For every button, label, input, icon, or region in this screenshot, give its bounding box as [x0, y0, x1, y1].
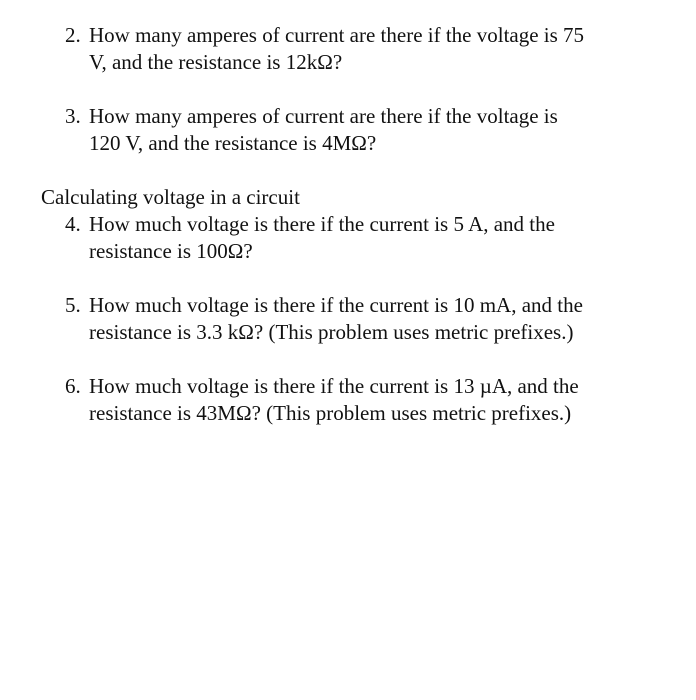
question-number: 6.: [65, 374, 81, 398]
question-6: [65, 373, 665, 427]
section-heading: Calculating voltage in a circuit: [41, 185, 300, 209]
question-text-line: V, and the resistance is 12kΩ?: [89, 50, 343, 74]
question-4: [65, 211, 665, 265]
question-text-line: 120 V, and the resistance is 4MΩ?: [89, 131, 377, 155]
question-text-line: resistance is 100Ω?: [89, 239, 253, 263]
question-text-line: How much voltage is there if the current is 13 µA, and the: [89, 374, 579, 398]
question-3: [65, 103, 665, 157]
question-text-line: resistance is 43MΩ? (This problem uses metric prefixes.): [89, 401, 572, 425]
question-text-line: How many amperes of current are there if the voltage is: [89, 104, 558, 128]
question-number: 3.: [65, 104, 81, 128]
question-text: [65, 103, 665, 157]
question-text-line: resistance is 3.3 kΩ? (This problem uses metric prefixes.): [89, 320, 574, 344]
question-number: 5.: [65, 293, 81, 317]
question-text: [65, 211, 665, 265]
question-2: [65, 22, 665, 76]
question-text: [65, 22, 665, 76]
question-text-line: How much voltage is there if the current is 5 A, and the: [89, 212, 555, 236]
question-text: [65, 373, 665, 427]
question-text-line: How much voltage is there if the current is 10 mA, and the: [89, 293, 583, 317]
question-text-line: How many amperes of current are there if the voltage is 75: [89, 23, 585, 47]
question-number: 2.: [65, 23, 81, 47]
question-number: 4.: [65, 212, 81, 236]
question-5: [65, 292, 665, 346]
question-text: [65, 292, 665, 346]
